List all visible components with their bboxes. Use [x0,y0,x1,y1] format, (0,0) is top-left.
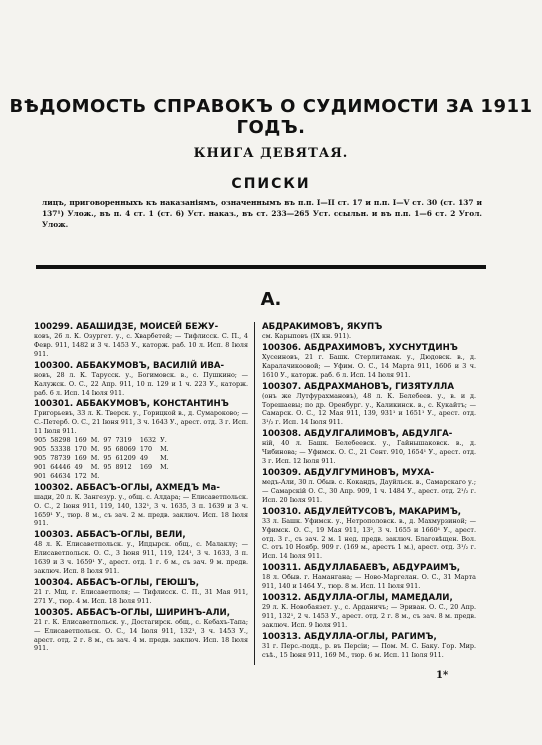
entry-number: 100300. [34,360,74,371]
table-cell: 905 [34,445,47,454]
table-cell: 905 [34,453,47,462]
entry [262,507,476,562]
entry-body: медъ-Али, 30 л. Обыв. с. Кокандъ, Дауйльск. в., Самарскаго у.; — Самарскій О. С., 30 Апр. 909, 1 ч. 1484 У., арест. отд. 2¹/₂ г. Исп. 20 Іюля 911. [262,477,476,504]
entry [262,563,476,591]
entry-heading [262,593,476,603]
table-cell: 172 [74,471,87,480]
table-cell: 905 [34,436,47,445]
table-cell: М. [90,436,100,445]
entry-body: 29 л. К. Новобаязет. у., с. Арданичъ; — Эриван. О. С., 20 Апр. 911, 132¹, 2 ч. 1453 У., арест. отд. 2 г. 8 м., съ зач. 8 м. предв. заключ. Исп. 9 Іюля 911. [262,603,476,629]
entry-number: 100309. [262,467,302,478]
entry-number: 100310. [262,506,302,517]
entry-name: АББАКУМОВЪ, ВАСИЛІЙ ИВА- [76,360,225,371]
entry-name: АБДУЛЛАБАЕВЪ, АБДУРАИМЪ, [304,563,461,574]
entry-body: Хусеиновъ, 21 г. Башк. Стерлитамак. у., Дюдовск. в., д. Каралачикоовой; — Уфим. О. С., 14 Марта 911, 1606 и 3 ч. 1610 У., каторж. раб. 6 л. Исп. 14 Іюля 911. [262,352,476,379]
entry [262,322,476,341]
table-row [34,472,173,481]
table-cell: 49 [139,453,148,462]
table-row [34,454,173,463]
entry-heading [262,382,476,392]
section-letter: А. [260,289,282,310]
entry-number: 100299. [34,322,74,332]
entry-body: (онъ же Лутфурахмановъ), 48 л. К. Белебеев. у., в. и д. Торешаевы; по др. Оренбург. у., Каликинск. в., с. Кукайтъ; — Самарск. О. С., 12 Мая 911, 139, 931¹ и 1651¹ У., арест. отд. 3¹/₂ г. Исп. 14 Іюля 911. [262,391,476,427]
right-column [262,322,476,662]
table-cell: 97 [103,436,112,445]
entry-name: АБДУЛГУМИНОВЪ, МУХА- [304,467,435,478]
entry-body: новъ, 28 л. К. Тарусск. у., Богимовск. в., с. Пушкино; — Калужск. О. С., 22 Апр. 911, 10 п. 129 и 1 ч. 223 У., каторж. раб. 6 л. Исп. 14 Іюля 911. [34,370,248,397]
entry-name: АБДУЛЕЙТУСОВЪ, МАКАРИМЪ, [304,506,462,517]
entry-name: АБАШИДЗЕ, МОИСЕЙ БЕЖУ- [76,322,219,332]
entry-name: АББАСЪ-ОГЛЫ, ГЕЮШЪ, [76,577,199,588]
entry-name: АБДУЛГАЛИМОВЪ, АБДУЛГА- [304,429,453,440]
table-cell: 95 [103,445,112,454]
entry [34,530,248,576]
entry [34,361,248,398]
left-column [34,322,248,655]
horizontal-rule [36,265,486,269]
entry-body: 21 г. Мщ. г. Елисаветполя; — Тифлисск. С. П., 31 Мая 911, 271 У., тюр. 4 м. Исп. 18 Іюля 911. [34,587,248,605]
entry-heading [34,578,248,588]
entry-body: шади, 20 л. К. Зангезур. у., общ. с. Алдара; — Елисаветпольск. О. С., 2 Іюня 911, 119, 140, 132¹, 3 ч. 1635, 3 п. 1639 и 3 ч. 1659¹ У., тюр. 8 м., съ зач. 2 м. предв. заключ. Исп. 18 Іюля 911. [34,492,248,528]
table-cell: М. [160,445,169,454]
entry-body: 48 л. К. Елисаветпольск. у., Ипдырск. общ., с. Малаклу; — Елисаветпольск. О. С., 3 Іюня 911, 119, 124¹, 3 ч. 1633, 3 п. 1639 и 3 ч. 1659¹ У., арест. отд. 1 г. 6 м., съ зач. 9 м. предв. заключ. Исп. 8 Іюля 911. [34,540,248,576]
entry-number: 100312. [262,593,302,604]
entry-number: 100306. [262,342,302,353]
table-cell [160,472,173,481]
entry-number: 100302. [34,482,74,493]
table-cell: 95 [103,453,112,462]
page-number: 1* [436,670,449,681]
entry-name: АББАКУМОВЪ, КОНСТАНТИНЪ [76,399,229,410]
table-cell: 170 [74,445,87,454]
table-cell: М. [90,453,100,462]
entry-name: АБДРАХИМОВЪ, ХУСНУТДИНЪ [304,342,458,353]
table-cell: 58298 [50,436,71,445]
entry-body: 33 л. Башк. Уфимск. у., Нетрополовск. в., д. Махмурзиной; — Уфимск. О. С., 19 Мая 911, 13², 3 ч. 1655 и 1660¹ У., арест. отд. 3 г., съ зач. 2 м. 1 нед. предв. заключ. Благовѣщен. Вол. С. отъ 10 Ноябр. 909 г. (169 м., арестъ 1 м.), арест. отд. 3¹/₂ г. Исп. 14 Іюля 911. [262,516,476,561]
entry-heading [34,361,248,371]
entry-body: 21 г. К. Елисаветпольск. у., Достагирск. общ., с. Кебахъ-Тапа; — Елисаветпольск. О. С., 14 Іюля 911, 132¹, 3 ч. 1453 У., арест. отд. 2 г. 8 м., съ зач. 4 м. предв. заключ. Исп. 18 Іюля 911. [34,617,248,653]
entry-number: 100308. [262,429,302,440]
entry-heading [262,468,476,478]
table-cell [140,472,160,481]
table-cell: М. [90,462,100,471]
entry-name: АББАСЪ-ОГЛЫ, ШИРИНЪ-АЛИ, [76,607,230,618]
table-cell: У. [160,436,167,445]
entry-name: АБДРАКИМОВЪ, ЯКУПЪ [262,322,383,332]
entry [34,322,248,359]
table-cell: 78739 [50,453,71,462]
entry-body: см. Карыповъ (IX кн. 911). [262,332,351,340]
entry [34,578,248,606]
table-cell: 170 [139,445,153,454]
table-cell: М. [90,471,100,480]
entry [262,468,476,505]
entry-body: 31 г. Перс.-подд., р. въ Персіи; — Пом. М. С. Баку. Гор. Мир. съѣ., 15 Іюня 911, 169 М., тюр. 6 м. Исп. 11 Іюля 911. [262,641,476,659]
entry-name: АББАСЪ-ОГЛЫ, ВЕЛИ, [76,530,186,541]
table-cell: М. [90,445,100,454]
table-cell: 53338 [50,445,71,454]
entry-heading [34,530,248,540]
table-cell: М. [160,453,169,462]
entry-heading [34,608,248,618]
table-cell: 64446 [50,462,71,471]
entry-heading [262,632,476,642]
table-cell: М. [160,462,169,471]
entry-name: АБДУЛЛА-ОГЛЫ, РАГИМЪ, [304,631,437,642]
entry-heading [34,322,248,332]
table-row [34,463,173,472]
entry [34,608,248,654]
entry [262,382,476,428]
book-heading: КНИГА ДЕВЯТАЯ. [193,146,349,161]
table-cell: 68069 [115,445,136,454]
entry-body: Григорьевъ, 33 л. К. Тверск. у., Горицкой в., д. Сумароково; — С.-Петерб. О. С., 21 Іюня 911, 3 ч. 1643 У., арест. отд. 3 г. Исп. 11 Іюля 911. [34,409,248,436]
entry-name: АБДРАХМАНОВЪ, ГИЗЯТУЛЛА [304,381,454,392]
entry-number: 100301. [34,399,74,410]
entry [262,593,476,630]
table-cell: 169 [74,436,87,445]
entry-number: 100311. [262,563,302,574]
entry-number: 100303. [34,530,74,541]
entry-heading [262,563,476,573]
entry-heading [34,483,248,493]
entry [34,483,248,529]
entry-heading [262,343,476,353]
table-cell: 901 [34,462,47,471]
table-cell: 901 [34,471,47,480]
entry-heading [262,507,476,517]
table-cell: 1632 [139,436,157,445]
column-divider [254,322,255,665]
table-cell: 95 [103,462,112,471]
table-cell [115,472,139,481]
entry-body: ній, 40 л. Башк. Белебеевск. у., Гайнышаковск. в., д. Чибинова; — Уфимск. О. С., 21 Сент. 910, 1654¹ У., арест. отд. 3 г. Исп. 12 Іюля 911. [262,439,476,466]
lists-heading: СПИСКИ [231,176,311,192]
table-row [34,436,173,445]
entry-name: АБДУЛЛА-ОГЛЫ, МАМЕДАЛИ, [304,593,453,604]
table-cell: 169 [139,462,153,471]
entry [34,399,248,480]
entry-body: 18 л. Обыв. г. Намангана; — Ново-Маргелан. О. С., 31 Марта 911, 140 и 1464 У., тюр. 8 м. Исп. 11 Іюля 911. [262,573,476,591]
entry-heading [262,322,476,332]
entry-heading [262,429,476,439]
entry-number: 100313. [262,631,302,642]
table-cell [103,472,115,481]
entry-number: 100307. [262,381,302,392]
table-cell: 49 [74,462,83,471]
entry [262,632,476,660]
table-row [34,445,173,454]
reference-table [34,436,173,481]
document-title: ВѢДОМОСТЬ СПРАВОКЪ О СУДИМОСТИ ЗА 1911 ГОДЪ. [9,96,533,138]
table-cell: 8912 [115,462,132,471]
entry [262,429,476,466]
entry-number: 100305. [34,607,74,618]
entry [262,343,476,380]
table-cell: 7319 [115,436,132,445]
entry-name: АББАСЪ-ОГЛЫ, АХМЕДЪ Ма- [76,482,220,493]
entry-number: 100304. [34,577,74,588]
table-cell: 61209 [115,453,136,462]
table-cell: 169 [74,453,87,462]
entry-body: ковъ, 26 л. К. Озургет. у., с. Хварбетей; — Тифлисск. С. П., 4 Февр. 911, 1482 и 3 ч. 1453 У., каторж. раб. 10 л. Исп. 8 Іюля 911. [34,332,248,358]
entry-heading [34,399,248,409]
table-cell: 64634 [50,471,71,480]
intro-paragraph: лицъ, приговоренныхъ къ наказаніямъ, означеннымъ въ п.п. I—II ст. 17 и п.п. I—V ст. 30 (ст. 137 и 137¹) Улож., въ п. 4 ст. 1 (ст. 6) Уст. наказ., въ ст. 233—265 Уст. ссыльн. и въ п.п. 1—6 ст. 2 Угол. Улож. [42,198,482,229]
